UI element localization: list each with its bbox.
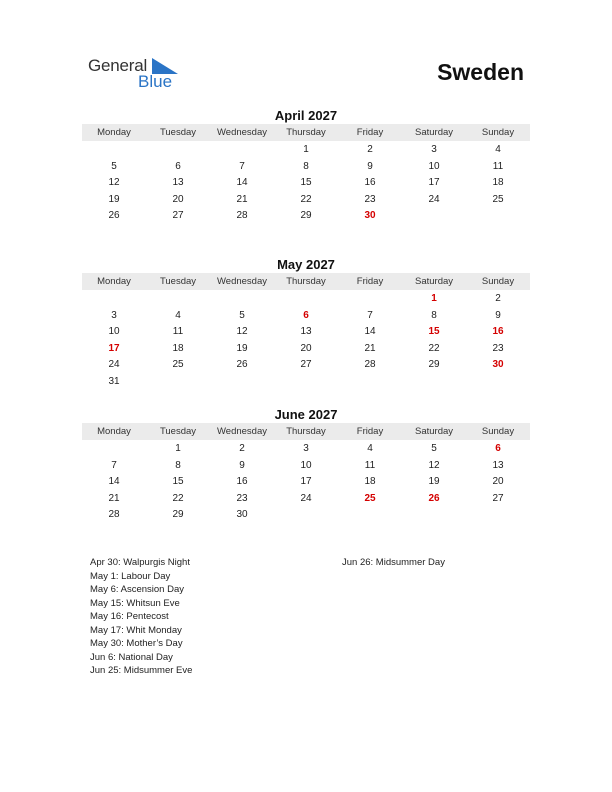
day-cell: 7 (239, 160, 245, 172)
day-cell: 9 (239, 459, 245, 471)
day-cell: 2 (495, 293, 501, 304)
day-cell: 7 (111, 459, 117, 471)
day-cell: 12 (236, 326, 248, 338)
day-cell: 17 (108, 342, 120, 354)
day-cell: 25 (364, 492, 376, 504)
weekday-label: Sunday (481, 127, 515, 138)
day-cell: 24 (108, 359, 120, 371)
day-cell: 6 (303, 309, 309, 321)
empty-day-cell (274, 374, 338, 391)
day-cell: 25 (492, 193, 504, 205)
day-cell: 24 (428, 193, 440, 205)
month-title: April 2027 (274, 108, 338, 123)
empty-day-cell (274, 291, 338, 308)
day-cell: 6 (495, 443, 501, 454)
day-cell: 5 (431, 443, 437, 454)
weekday-header (82, 273, 530, 290)
empty-day-cell (402, 374, 466, 391)
weekday-label: Wednesday (217, 127, 267, 138)
logo-text-general: General (88, 56, 148, 75)
weekday-label: Thursday (286, 127, 326, 138)
day-cell: 22 (172, 492, 184, 504)
day-cell: 10 (108, 326, 120, 338)
week-row (82, 308, 530, 325)
holiday-item: May 16: Pentecost (90, 611, 169, 622)
generalblue-logo (88, 56, 188, 92)
day-cell: 30 (492, 359, 504, 371)
day-cell: 4 (175, 309, 181, 321)
day-cell: 20 (492, 476, 504, 488)
weekday-label: Thursday (286, 276, 326, 287)
week-row (82, 291, 530, 308)
day-cell: 15 (300, 177, 312, 189)
day-cell: 16 (492, 326, 504, 338)
month-may (82, 256, 530, 391)
day-cell: 15 (428, 326, 440, 338)
day-cell: 21 (364, 342, 376, 354)
day-cell: 20 (172, 193, 184, 205)
weekday-label: Tuesday (159, 276, 197, 287)
holiday-list-right (342, 556, 445, 570)
weekday-header (82, 423, 530, 440)
empty-day-cell (146, 291, 210, 308)
holiday-item: Jun 26: Midsummer Day (342, 557, 445, 568)
day-cell: 2 (367, 144, 373, 155)
week-row (82, 357, 530, 374)
day-cell: 30 (364, 210, 376, 222)
day-cell: 10 (300, 459, 312, 471)
day-cell: 1 (175, 443, 181, 454)
empty-day-cell (338, 507, 402, 524)
day-cell: 6 (175, 160, 181, 172)
day-cell: 28 (108, 509, 120, 521)
holiday-item: May 17: Whit Monday (90, 624, 182, 636)
day-cell: 17 (300, 476, 312, 488)
weekday-label: Saturday (414, 127, 454, 138)
day-cell: 26 (236, 359, 248, 371)
day-cell: 12 (428, 459, 440, 471)
day-cell: 19 (428, 476, 440, 488)
weekday-label: Friday (356, 127, 384, 138)
empty-day-cell (146, 374, 210, 391)
day-cell: 3 (431, 144, 437, 155)
day-cell: 21 (236, 193, 248, 205)
day-cell: 27 (172, 210, 184, 222)
weekday-label: Saturday (414, 426, 454, 437)
country-title: Sweden (437, 59, 524, 85)
day-cell: 27 (492, 492, 504, 504)
empty-day-cell (82, 142, 146, 159)
day-cell: 5 (239, 309, 245, 321)
day-cell: 1 (431, 293, 437, 304)
day-cell: 28 (236, 210, 248, 222)
week-row (82, 458, 530, 475)
day-cell: 13 (492, 459, 504, 471)
holiday-list-left (90, 556, 192, 678)
day-cell: 20 (300, 342, 312, 354)
day-cell: 16 (364, 177, 376, 189)
weekday-label: Monday (97, 426, 131, 437)
empty-day-cell (466, 507, 530, 524)
day-cell: 23 (364, 193, 376, 205)
day-cell: 14 (236, 177, 248, 189)
day-cell: 19 (236, 342, 248, 354)
empty-day-cell (338, 374, 402, 391)
day-cell: 8 (175, 459, 181, 471)
week-row (82, 324, 530, 341)
day-cell: 31 (108, 375, 120, 387)
day-cell: 3 (303, 443, 309, 454)
day-cell: 4 (367, 443, 373, 454)
day-cell: 13 (172, 177, 184, 189)
weekday-header (82, 124, 530, 141)
weekday-label: Sunday (481, 276, 515, 287)
day-cell: 18 (492, 177, 504, 189)
empty-day-cell (210, 291, 274, 308)
empty-day-cell (338, 291, 402, 308)
day-cell: 22 (428, 342, 440, 354)
weekday-label: Wednesday (217, 426, 267, 437)
day-cell: 7 (367, 309, 373, 321)
day-cell: 28 (364, 359, 376, 371)
day-cell: 16 (236, 476, 248, 488)
day-cell: 15 (172, 476, 184, 488)
logo-text-blue: Blue (138, 72, 173, 91)
month-title: May 2027 (277, 257, 335, 272)
day-cell: 17 (428, 177, 440, 189)
day-cell: 24 (300, 492, 312, 504)
holiday-item: May 30: Mother’s Day (90, 638, 183, 649)
day-cell: 29 (300, 210, 312, 222)
week-row (82, 341, 530, 358)
empty-day-cell (146, 142, 210, 159)
day-cell: 10 (428, 160, 440, 172)
day-cell: 23 (236, 492, 248, 504)
day-cell: 12 (108, 177, 120, 189)
week-row (82, 374, 530, 391)
weekday-label: Tuesday (159, 426, 197, 437)
day-cell: 30 (236, 509, 248, 521)
week-row (82, 159, 530, 176)
holiday-item: May 1: Labour Day (90, 570, 171, 582)
week-row (82, 441, 530, 458)
day-cell: 14 (108, 476, 120, 488)
day-cell: 14 (364, 326, 376, 338)
day-cell: 9 (495, 309, 501, 321)
week-row (82, 491, 530, 508)
week-row (82, 142, 530, 159)
empty-day-cell (210, 142, 274, 159)
day-cell: 19 (108, 193, 120, 205)
holiday-item: May 15: Whitsun Eve (90, 597, 180, 609)
day-cell: 5 (111, 160, 117, 172)
empty-day-cell (466, 208, 530, 225)
weekday-label: Saturday (414, 276, 454, 287)
week-row (82, 208, 530, 225)
day-cell: 22 (300, 193, 312, 205)
month-june (82, 406, 530, 524)
month-april (82, 107, 530, 225)
weekday-label: Monday (97, 127, 131, 138)
empty-day-cell (402, 507, 466, 524)
month-title: June 2027 (274, 407, 338, 422)
week-row (82, 192, 530, 209)
empty-day-cell (210, 374, 274, 391)
day-cell: 18 (364, 476, 376, 488)
empty-day-cell (402, 208, 466, 225)
holiday-item: Jun 6: National Day (90, 651, 173, 663)
day-cell: 4 (495, 144, 501, 155)
day-cell: 3 (111, 309, 117, 321)
day-cell: 26 (108, 210, 120, 222)
day-cell: 26 (428, 492, 440, 504)
holiday-item: Jun 25: Midsummer Eve (90, 665, 193, 676)
week-row (82, 175, 530, 192)
day-cell: 13 (300, 326, 312, 338)
day-cell: 27 (300, 359, 312, 371)
weekday-label: Tuesday (159, 127, 197, 138)
empty-day-cell (82, 441, 146, 458)
weekday-label: Friday (356, 426, 384, 437)
day-cell: 9 (367, 160, 373, 172)
day-cell: 29 (172, 509, 184, 521)
day-cell: 25 (172, 359, 184, 371)
day-cell: 11 (492, 160, 504, 172)
day-cell: 23 (492, 342, 504, 354)
day-cell: 11 (364, 459, 376, 471)
holiday-item: May 6: Ascension Day (90, 584, 184, 595)
weekday-label: Thursday (286, 426, 326, 437)
day-cell: 8 (431, 309, 437, 321)
weekday-label: Sunday (481, 426, 515, 437)
week-row (82, 474, 530, 491)
holiday-item: Apr 30: Walpurgis Night (90, 557, 190, 568)
day-cell: 1 (303, 144, 309, 155)
empty-day-cell (82, 291, 146, 308)
day-cell: 8 (303, 160, 309, 172)
empty-day-cell (466, 374, 530, 391)
day-cell: 11 (172, 326, 184, 338)
day-cell: 2 (239, 443, 245, 454)
weekday-label: Monday (97, 276, 131, 287)
empty-day-cell (274, 507, 338, 524)
day-cell: 18 (172, 342, 184, 354)
week-row (82, 507, 530, 524)
day-cell: 21 (108, 492, 120, 504)
weekday-label: Friday (356, 276, 384, 287)
day-cell: 29 (428, 359, 440, 371)
weekday-label: Wednesday (217, 276, 267, 287)
